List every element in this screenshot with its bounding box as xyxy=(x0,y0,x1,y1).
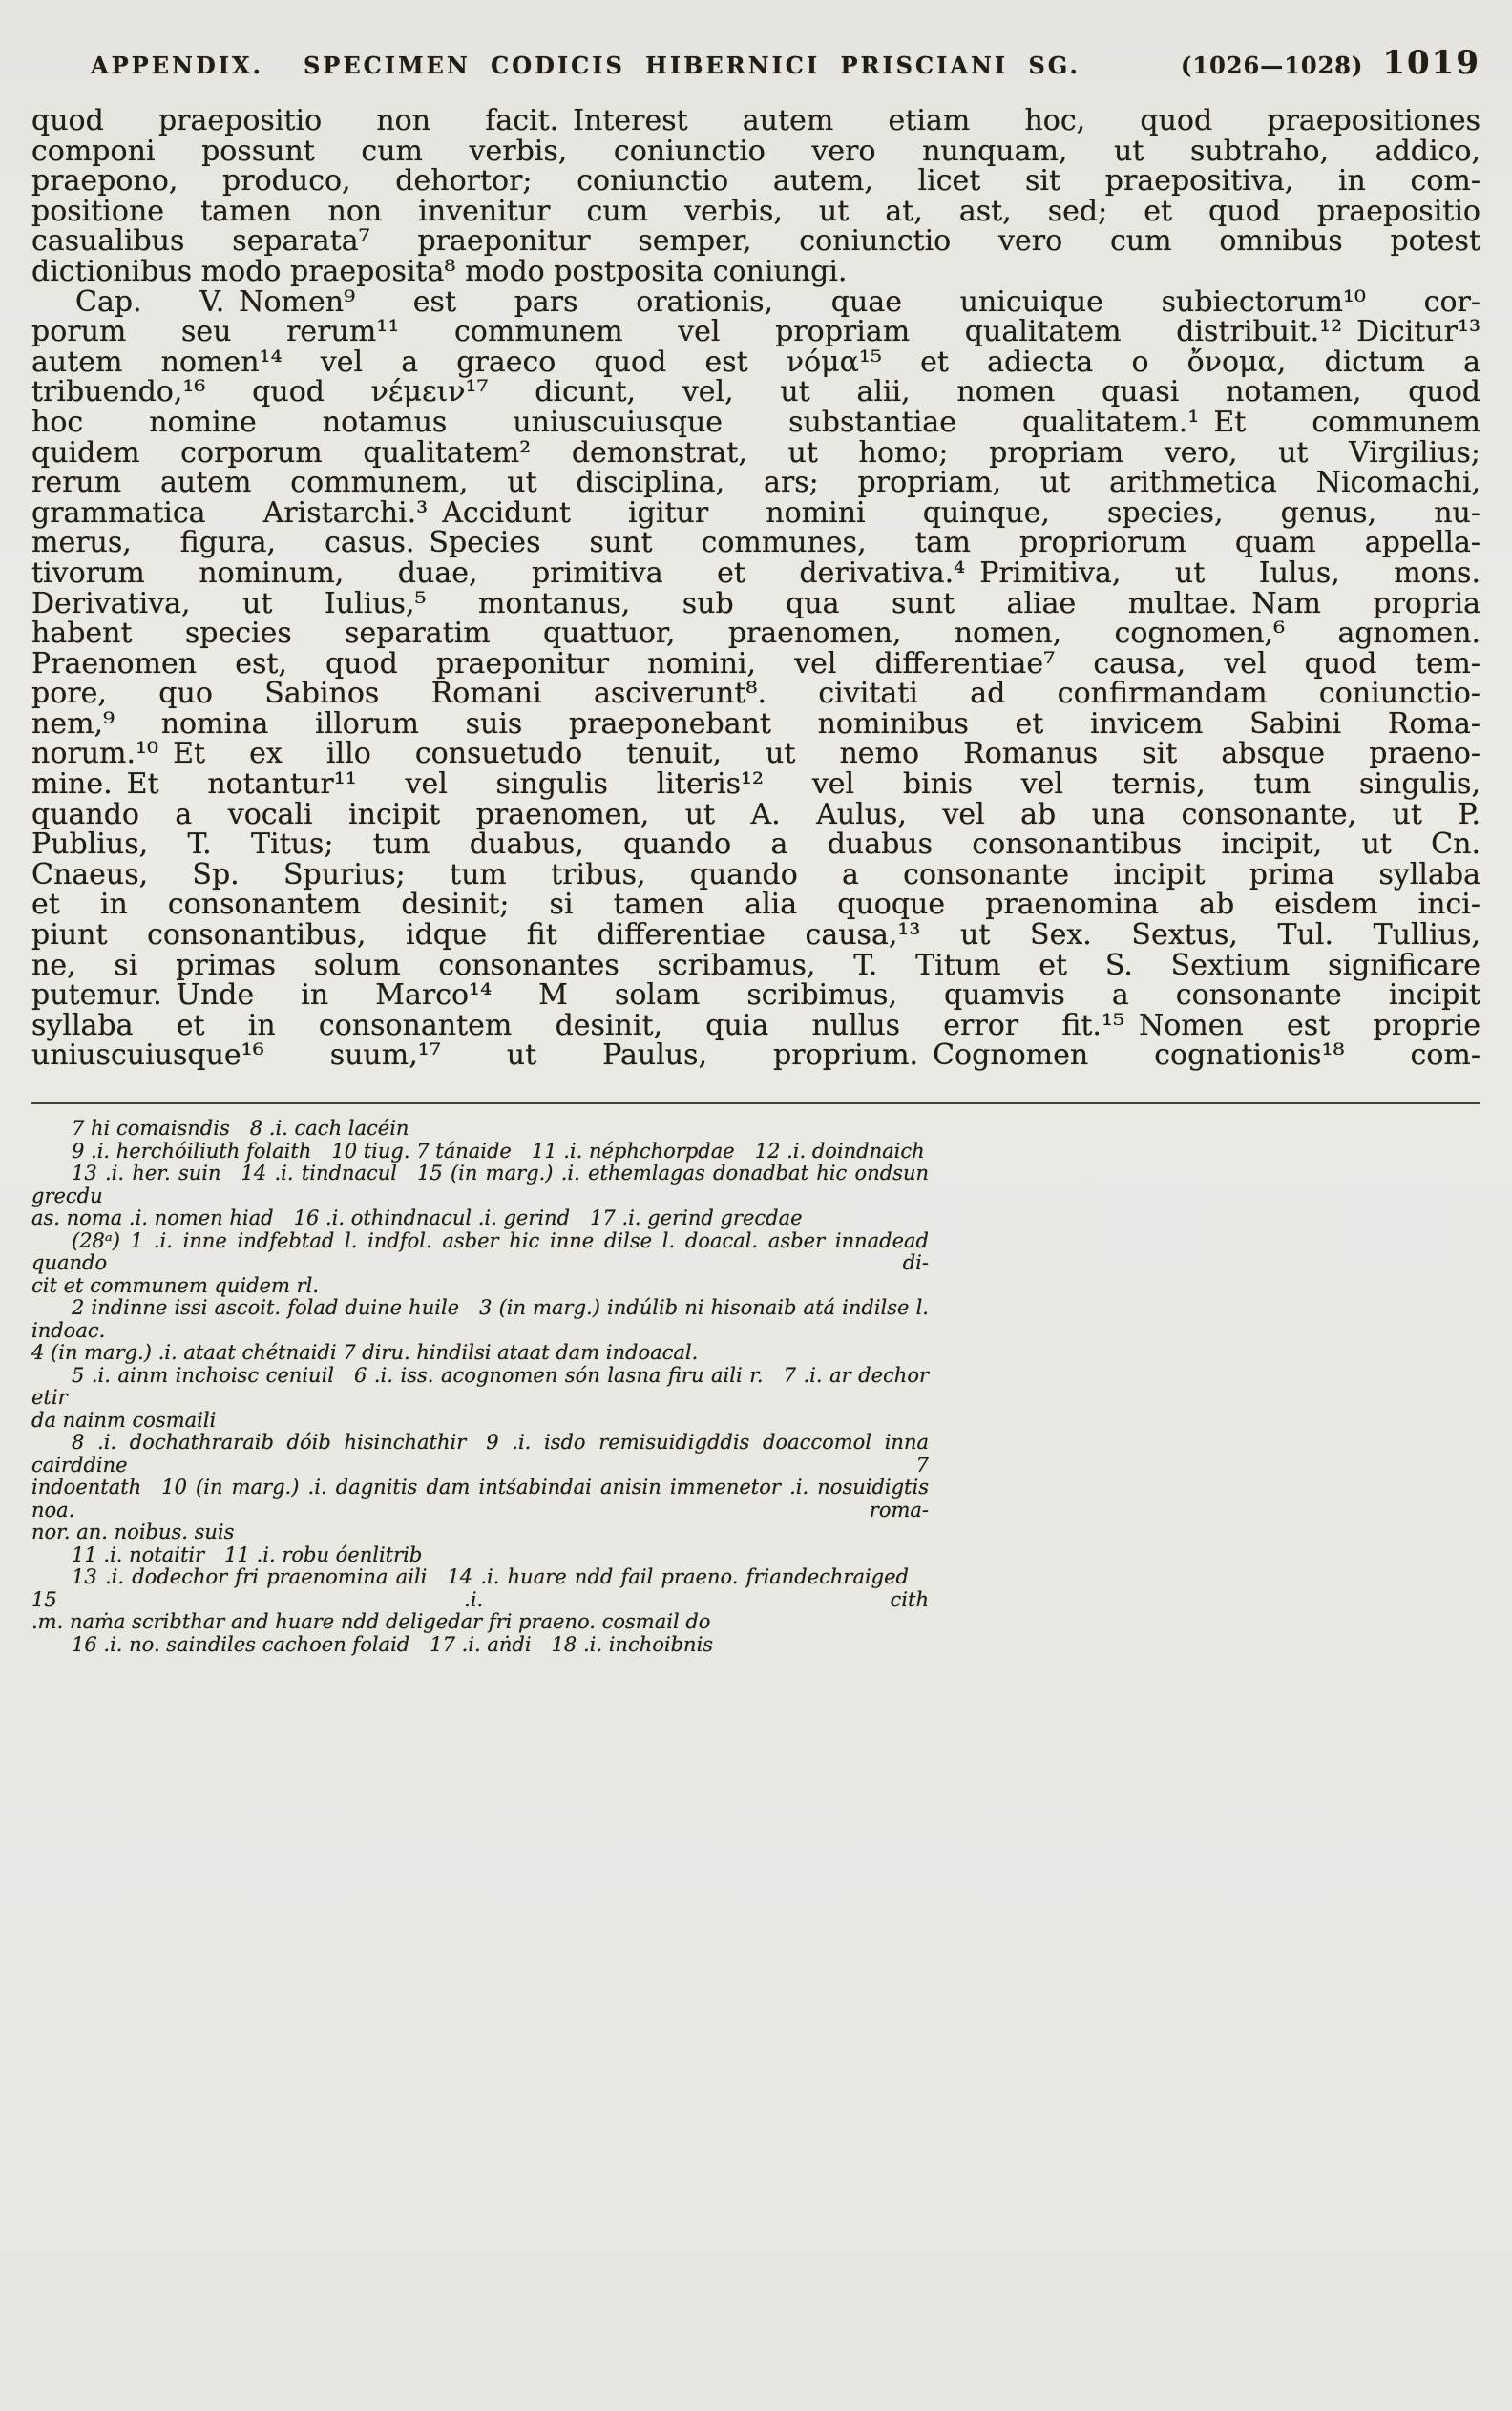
running-head-right xyxy=(1181,44,1480,82)
body-line: norum.¹⁰ Et ex illo consuetudo tenuit, ut nemo Romanus sit absque praeno- xyxy=(32,737,1480,771)
body-line: porum seu rerum¹¹ communem vel propriam qualitatem distribuit.¹² Dicitur¹³ xyxy=(32,315,1480,349)
body-line: dictionibus modo praeposita⁸ modo postposita coniungi. xyxy=(32,254,848,288)
footnote-line: as. noma .i. nomen hiad 16 .i. othindnacul .i. gerind 17 .i. gerind grecdae xyxy=(32,1206,803,1229)
footnote-line: indoentath 10 (in marg.) .i. dagnitis dam intśabindai anisin immenetor .i. nosuidigtis noa. roma- xyxy=(32,1476,929,1521)
footnote-line: 5 .i. ainm inchoisc ceniuil 6 .i. iss. acognomen són lasna firu aili r. 7 .i. ar dechor etir xyxy=(32,1363,929,1409)
footnote-line: 2 indinne issi ascoit. folad duine huile 3 (in marg.) indúlib ni hisonaib atá indilse l. indoac. xyxy=(32,1296,929,1342)
body-line: componi possunt cum verbis, coniunctio vero nunquam, ut subtraho, addico, xyxy=(32,134,1480,168)
page-number: 1019 xyxy=(1382,44,1480,82)
body-line: grammatica Aristarchi.³ Accidunt igitur nomini quinque, species, genus, nu- xyxy=(32,495,1480,530)
body-line: tribuendo,¹⁶ quod νέμειν¹⁷ dicunt, vel, ut alii, nomen quasi notamen, quod xyxy=(32,375,1480,409)
footnote-line: 9 .i. herchóiliuth folaith 10 tiug. 7 tánaide 11 .i. néphchorpdae 12 .i. doindnaich xyxy=(72,1139,925,1163)
body-line: et in consonantem desinit; si tamen alia quoque praenomina ab eisdem inci- xyxy=(32,888,1480,922)
body-line: Publius, T. Titus; tum duabus, quando a duabus consonantibus incipit, ut Cn. xyxy=(32,828,1480,862)
footnote-line: nor. an. noibus. suis xyxy=(32,1520,235,1543)
footnotes xyxy=(32,1118,929,1656)
body-line: autem nomen¹⁴ vel a graeco quod est νόμα¹⁵ et adiecta o ὄνομα, dictum a xyxy=(32,345,1480,379)
footnote-line: 13 .i. her. suin 14 .i. tindnacul 15 (in marg.) .i. ethemlagas donadbat hic ondsun grecdu xyxy=(32,1162,929,1207)
body-line: Cap. V. Nomen⁹ est pars orationis, quae unicuique subiectorum¹⁰ cor- xyxy=(75,284,1480,319)
footnote-line: 11 .i. notaitir 11 .i. robu óenlitrib xyxy=(72,1542,423,1566)
body-line: quidem corporum qualitatem² demonstrat, ut homo; propriam vero, ut Virgilius; xyxy=(32,435,1480,470)
footnote-line: da nainm cosmaili xyxy=(32,1408,217,1432)
body-line: quod praepositio non facit. Interest autem etiam hoc, quod praepositiones xyxy=(32,104,1480,137)
footnote-line: 16 .i. no. saindiles cachoen folaid 17 .i. aṅdi 18 .i. inchoibnis xyxy=(72,1632,714,1656)
body-line: ne, si primas solum consonantes scribamus, T. Titum et S. Sextium significare xyxy=(32,948,1480,982)
body-line: tivorum nominum, duae, primitiva et derivativa.⁴ Primitiva, ut Iulus, mons. xyxy=(32,556,1480,590)
body-line: Praenomen est, quod praeponitur nomini, vel differentiae⁷ causa, vel quod tem- xyxy=(32,646,1480,681)
running-head-title: SPECIMEN CODICIS HIBERNICI PRISCIANI SG. xyxy=(303,52,1081,79)
body-line: syllaba et in consonantem desinit, quia nullus error fit.¹⁵ Nomen est proprie xyxy=(32,1008,1480,1042)
footnote-line: 4 (in marg.) .i. ataat chétnaidi 7 diru. hindilsi ataat dam indoacal. xyxy=(32,1341,699,1364)
footnote-separator-rule xyxy=(32,1102,1480,1104)
footnote-line: 7 hi comaisndis 8 .i. cach lacéin xyxy=(72,1117,410,1140)
footnote-line: 13 .i. dodechor fri praenomina aili 14 .i. huare ndd fail praeno. friandechraiged 15 .i. cith xyxy=(32,1565,929,1611)
body-text xyxy=(32,106,1480,1071)
footnote-line: .m. naṁa scribthar and huare ndd deligedar fri praeno. cosmail do xyxy=(32,1610,711,1633)
body-line: casualibus separata⁷ praeponitur semper, coniunctio vero cum omnibus potest xyxy=(32,224,1480,259)
body-line: pore, quo Sabinos Romani asciverunt⁸. civitati ad confirmandam coniunctio- xyxy=(32,677,1480,711)
body-line: piunt consonantibus, idque fit differentiae causa,¹³ ut Sex. Sextus, Tul. Tullius, xyxy=(32,918,1480,953)
body-line: Derivativa, ut Iulius,⁵ montanus, sub qua sunt aliae multae. Nam propria xyxy=(32,586,1480,620)
body-line: quando a vocali incipit praenomen, ut A. Aulus, vel ab una consonante, ut P. xyxy=(32,797,1480,831)
footnote-line: 8 .i. dochathraraib dóib hisinchathir 9 .i. isdo remisuidigddis doaccomol inna cairddine 7 xyxy=(32,1431,929,1477)
body-line: habent species separatim quattuor, praenomen, nomen, cognomen,⁶ agnomen. xyxy=(32,617,1480,651)
running-head-left xyxy=(91,52,1081,79)
body-line: hoc nomine notamus uniuscuiusque substantiae qualitatem.¹ Et communem xyxy=(32,405,1480,439)
body-line: positione tamen non invenitur cum verbis, ut at, ast, sed; et quod praepositio xyxy=(32,194,1480,228)
body-line: merus, figura, casus. Species sunt communes, tam propriorum quam appella- xyxy=(32,526,1480,560)
folio-reference: (1026—1028) xyxy=(1181,52,1364,79)
body-line: rerum autem communem, ut disciplina, ars; propriam, ut arithmetica Nicomachi, xyxy=(32,466,1480,500)
body-line: praepono, produco, dehortor; coniunctio autem, licet sit praepositiva, in com- xyxy=(32,164,1480,199)
running-head xyxy=(32,44,1480,82)
body-line: nem,⁹ nomina illorum suis praeponebant nominibus et invicem Sabini Roma- xyxy=(32,706,1480,741)
body-line: Cnaeus, Sp. Spurius; tum tribus, quando a consonante incipit prima syllaba xyxy=(32,857,1480,891)
footnote-line: (28ᵃ) 1 .i. inne indfebtad l. indfol. asber hic inne dilse l. doacal. asber innadead quando di- xyxy=(32,1228,929,1274)
body-line: uniuscuiusque¹⁶ suum,¹⁷ ut Paulus, proprium. Cognomen cognationis¹⁸ com- xyxy=(32,1038,1480,1073)
footnote-line: cit et communem quidem rl. xyxy=(32,1273,320,1297)
body-line: putemur. Unde in Marco¹⁴ M solam scribimus, quamvis a consonante incipit xyxy=(32,978,1480,1013)
body-line: mine. Et notantur¹¹ vel singulis literis¹² vel binis vel ternis, tum singulis, xyxy=(32,767,1480,802)
running-head-section: APPENDIX. xyxy=(91,52,263,79)
